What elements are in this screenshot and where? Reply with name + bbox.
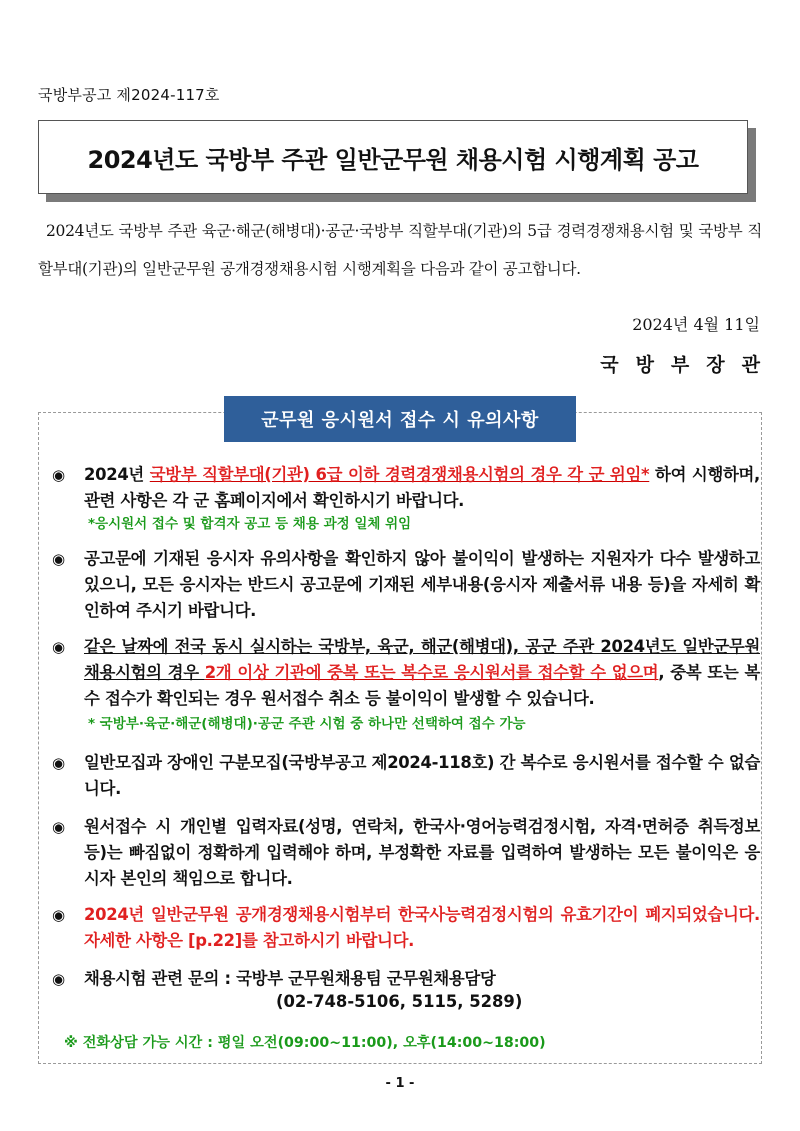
- page-title: 2024년도 국방부 주관 일반군무원 채용시험 시행계획 공고: [38, 120, 748, 194]
- circled-bullet-icon: ◉: [52, 818, 65, 836]
- announcement-date: 2024년 4월 11일: [632, 315, 760, 334]
- caution-item-2: [52, 546, 760, 624]
- circled-bullet-icon: ◉: [52, 970, 65, 988]
- caution-item-6: [52, 902, 760, 954]
- page-number: - 1 -: [385, 1076, 415, 1091]
- caution-item-3: [52, 634, 760, 712]
- caution-item-5: [52, 814, 760, 892]
- caution-item-1: [52, 462, 760, 514]
- item-1-pre: 2024년: [84, 465, 150, 484]
- item-1-note: *응시원서 접수 및 합격자 공고 등 채용 과정 일체 위임: [88, 516, 412, 532]
- item-1-post: 하여 시행하며, 관련 사항은 각 군 홈페이지에서 확인하시기 바랍니다.: [84, 465, 760, 510]
- notice-number: 국방부공고 제2024-117호: [38, 86, 220, 104]
- circled-bullet-icon: ◉: [52, 466, 65, 484]
- item-1-highlight: 국방부 직할부대(기관) 6급 이하 경력경쟁채용시험의 경우 각 군 위임*: [149, 465, 650, 484]
- caution-item-7: [52, 966, 760, 992]
- intro-text: 2024년도 국방부 주관 육군·해군(해병대)·공군·국방부 직할부대(기관)의 5급 경력경쟁채용시험 및 국방부 직할부대(기관)의 일반군무원 공개경쟁채용시험 시행계획을 다음과 같이 공고합니다.: [38, 222, 762, 278]
- item-3-note: * 국방부·육군·해군(해병대)·공군 주관 시험 중 하나만 선택하여 접수 가능: [88, 716, 526, 732]
- contact-phone: (02-748-5106, 5115, 5289): [276, 992, 523, 1011]
- signer-name: 국방부장관: [600, 354, 777, 376]
- circled-bullet-icon: ◉: [52, 754, 65, 772]
- phone-hours-note: ※ 전화상담 가능 시간 : 평일 오전(09:00~11:00), 오후(14:00~18:00): [64, 1035, 546, 1051]
- item-6-text: 2024년 일반군무원 공개경쟁채용시험부터 한국사능력검정시험의 유효기간이 폐지되었습니다. 자세한 사항은 [p.22]를 참고하시기 바랍니다.: [84, 905, 760, 950]
- item-2-text: 공고문에 기재된 응시자 유의사항을 확인하지 않아 불이익이 발생하는 지원자가 다수 발생하고 있으니, 모든 응시자는 반드시 공고문에 기재된 세부내용(응시자 제출서류 내용 등)을 자세히 확인하여 주시기 바랍니다.: [84, 549, 760, 620]
- circled-bullet-icon: ◉: [52, 638, 65, 656]
- intro-paragraph: [38, 212, 762, 288]
- title-container: [38, 120, 748, 194]
- caution-item-4: [52, 750, 760, 802]
- item-3-pre: 같은 날짜에 전국 동시 실시하는 국방부, 육군, 해군(해병대), 공군 주관 2024년도 일반군무원 채용시험의 경우: [84, 637, 760, 682]
- item-3-post: , 중복 또는 복수 접수가 확인되는 경우 원서접수 취소 등 불이익이 발생할 수 있습니다.: [84, 663, 760, 708]
- item-5-text: 원서접수 시 개인별 입력자료(성명, 연락처, 한국사·영어능력검정시험, 자격·면허증 취득정보 등)는 빠짐없이 정확하게 입력해야 하며, 부정확한 자료를 입력하여 발생하는 모든 불이익은 응시자 본인의 책임으로 합니다.: [84, 817, 760, 888]
- item-7-text: 채용시험 관련 문의 : 국방부 군무원채용팀 군무원채용담당: [84, 969, 496, 988]
- item-4-text: 일반모집과 장애인 구분모집(국방부공고 제2024-118호) 간 복수로 응시원서를 접수할 수 없습니다.: [84, 753, 760, 798]
- circled-bullet-icon: ◉: [52, 906, 65, 924]
- caution-heading: 군무원 응시원서 접수 시 유의사항: [224, 396, 576, 442]
- circled-bullet-icon: ◉: [52, 550, 65, 568]
- item-3-highlight: 2개 이상 기관에 중복 또는 복수로 응시원서를 접수할 수 없으며: [204, 663, 659, 682]
